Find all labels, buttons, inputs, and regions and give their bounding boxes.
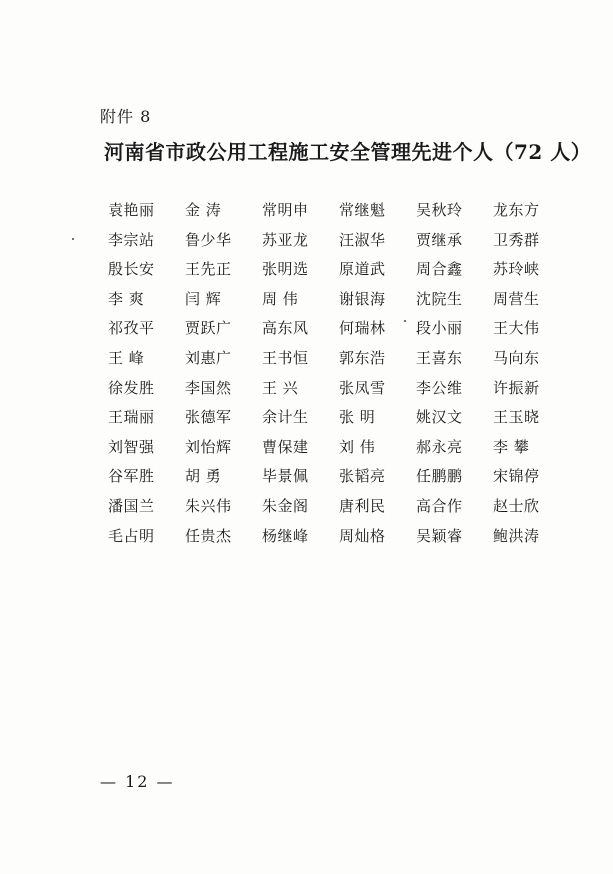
person-name: 郝永亮	[416, 437, 463, 456]
person-name: 余计生	[262, 408, 309, 427]
person-name: 毕景佩	[262, 467, 309, 486]
person-name: 唐利民	[339, 496, 386, 515]
person-name: 鲍洪涛	[493, 526, 540, 545]
person-name: 原道武	[339, 260, 386, 279]
person-name: 曹保建	[262, 437, 309, 456]
person-name: 周 伟	[262, 289, 299, 308]
person-name: 王大伟	[493, 319, 540, 338]
person-name: 胡 勇	[185, 467, 222, 486]
person-name: 郭东浩	[339, 348, 386, 367]
person-name: 吴秋玲	[416, 201, 463, 219]
person-name: 王 兴	[262, 378, 299, 397]
person-name: 贾继承	[416, 230, 463, 249]
person-name: 朱金阁	[262, 496, 309, 515]
person-name: 杨继峰	[262, 526, 309, 545]
person-name: 张 明	[339, 408, 376, 427]
person-name: 李国然	[185, 378, 232, 397]
person-name: 徐发胜	[108, 378, 155, 397]
attachment-label: 附件 8	[100, 107, 152, 126]
person-name: 王 峰	[108, 348, 145, 367]
person-name: 张德军	[185, 408, 232, 427]
person-name: 潘国兰	[108, 496, 155, 515]
person-name: 周灿格	[339, 526, 386, 545]
person-name: 张明选	[262, 260, 309, 279]
person-name: 张凤雪	[339, 378, 386, 397]
person-name: 卫秀群	[493, 230, 540, 249]
person-name: 李公维	[416, 378, 463, 397]
person-name: 袁艳丽	[108, 201, 155, 219]
person-name: 刘怡辉	[185, 437, 232, 456]
person-name: 任鹏鹏	[416, 467, 463, 486]
person-name: 谷军胜	[108, 467, 155, 486]
person-name: 王瑞丽	[108, 408, 155, 427]
person-name: 王书恒	[262, 348, 309, 367]
person-name: 马向东	[493, 348, 540, 367]
person-name: 张韬亮	[339, 467, 386, 486]
person-name: 许振新	[493, 378, 540, 397]
person-name: 朱兴伟	[185, 496, 232, 515]
person-name: 刘智强	[108, 437, 155, 456]
scan-speck	[72, 238, 74, 240]
person-name: 赵士欣	[493, 496, 540, 515]
person-name: 龙东方	[493, 201, 540, 219]
page-number: — 12 —	[100, 772, 175, 791]
person-name: 何瑞林	[339, 319, 386, 338]
document-title: 河南省市政公用工程施工安全管理先进个人（72 人）	[104, 140, 592, 164]
person-name: 苏亚龙	[262, 230, 309, 249]
person-name: 祁孜平	[108, 319, 155, 338]
person-name: 李宗站	[108, 230, 155, 249]
person-name: 王玉晓	[493, 408, 540, 427]
person-name: 汪淑华	[339, 230, 386, 249]
person-name: 沈院生	[416, 289, 463, 308]
person-name: 常明申	[262, 201, 309, 219]
person-name: 高合作	[416, 496, 463, 515]
person-name: 李 爽	[108, 289, 145, 308]
scan-speck	[404, 320, 406, 322]
person-name: 宋锦停	[493, 467, 540, 486]
person-name: 金 涛	[185, 201, 222, 219]
person-name: 周营生	[493, 289, 540, 308]
person-name: 刘 伟	[339, 437, 376, 456]
person-name: 姚汉文	[416, 408, 463, 427]
person-name: 高东风	[262, 319, 309, 338]
person-name: 谢银海	[339, 289, 386, 308]
person-name: 贾跃广	[185, 319, 232, 338]
person-name: 周合鑫	[416, 260, 463, 279]
person-name: 段小丽	[416, 319, 463, 338]
person-name: 鲁少华	[185, 230, 232, 249]
person-name: 闫 辉	[185, 289, 222, 308]
person-name: 毛占明	[108, 526, 155, 545]
name-list	[108, 196, 568, 551]
person-name: 殷长安	[108, 260, 155, 279]
person-name: 王喜东	[416, 348, 463, 367]
person-name: 任贵杰	[185, 526, 232, 545]
person-name: 吴颖睿	[416, 526, 463, 545]
person-name: 常继魁	[339, 201, 386, 219]
person-name: 王先正	[185, 260, 232, 279]
person-name: 刘惠广	[185, 348, 232, 367]
person-name: 苏玲峡	[493, 260, 540, 279]
person-name: 李 攀	[493, 437, 530, 456]
